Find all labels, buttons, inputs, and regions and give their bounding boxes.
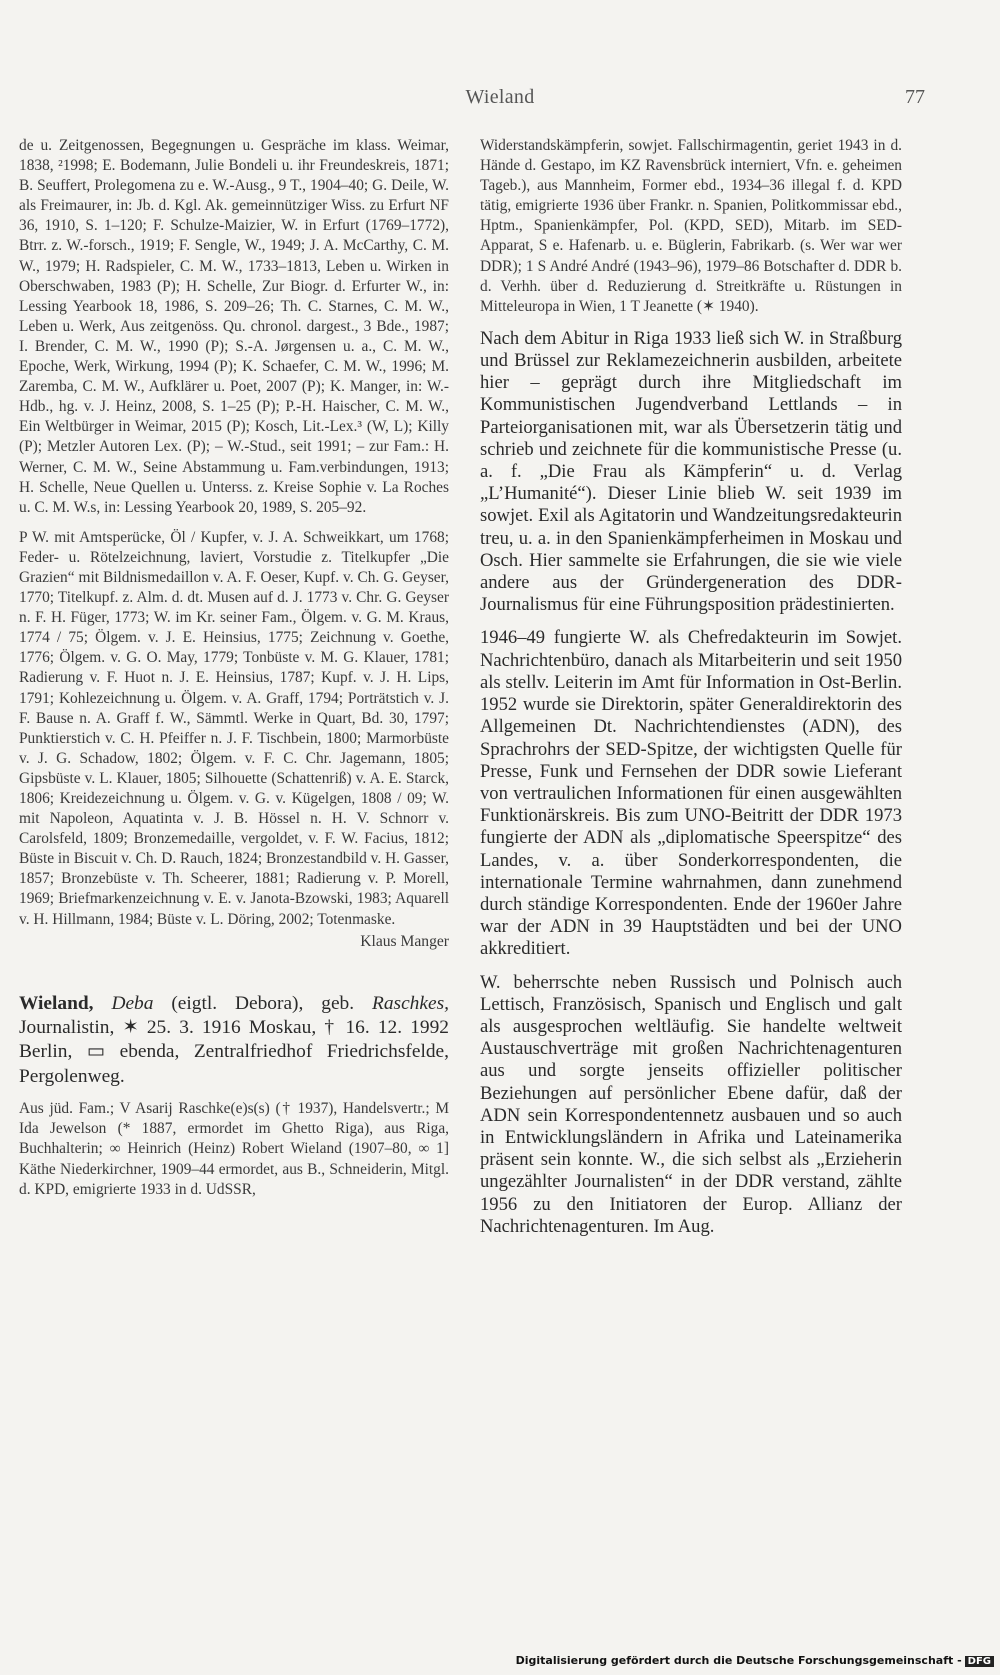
bibliography-text: de u. Zeitgenossen, Begegnungen u. Gespräche im klass. Weimar, 1838, ²1998; E. Bodemann, Julie Bondeli u. ihr Freundeskreis, 1871; B. Seuffert, Prolegomena zu e. W.-Ausg., 9 T., 1904–40; G. Deile, W. als Freimaurer, in: Jb. d. Kgl. Ak. gemeinnütziger Wiss. zu Erfurt NF 36, 1910, S. 1–120; F. Schulze-Maizier, W. in Erfurt (1769–1772), Btrr. z. W.-forsch., 1919; F. Sengle, W., 1949; J. A. McCarthy, C. M. W., 1979; H. Radspieler, C. M. W., 1733–1813, Leben u. Wirken in Oberschwaben, 1983 (P); H. Schelle, Zur Biogr. d. Erfurter W., in: Lessing Yearbook 18, 1986, S. 209–26; Th. C. Starnes, C. M. W., Leben u. Werk, Aus zeitgenöss. Qu. chronol. dargest., 3 Bde., 1987; I. Brender, C. M. W., 1990 (P); S.-A. Jørgensen u. a., C. M. W., Epoche, Werk, Wirkung, 1994 (P); K. Schaefer, C. M. W., 1996; M. Zaremba, C. M. W., Aufklärer u. Poet, 2007 (P); K. Manger, in: W.-Hdb., hg. v. J. Heinz, 2008, S. 1–25 (P); P.-H. Haischer, C. M. W., Ein Weltbürger in Weimar, 2015 (P); Kosch, Lit.-Lex.³ (W, L); Killy (P); Metzler Autoren Lex. (P); – W.-Stud., seit 1991; – zur Fam.: H. Werner, C. M. W., Seine Abstammung u. Fam.verbindungen, 1913; H. Schelle, Neue Quellen u. Unterss. z. Kreise Sophie v. La Roches u. C. M. W.s, in: Lessing Yearbook 20, 1989, S. 205–92. [19, 137, 449, 516]
biography-paragraph-3: W. beherrschte neben Russisch und Polnisch auch Lettisch, Französisch, Spanisch und Englisch und galt als ausgesprochen weltläufig. Sie handelte weltweit Austauschverträge mit großen Nachrichtenagenturen aus und sorgte jenseits offizieller politischer Beziehungen auf persönlicher Ebene dafür, daß der ADN sein Korrespondentennetz ausbauen und so auch in Entwicklungsländern in Afrika und Lateinamerika präsent sein konnte. W., die sich selbst als „Erzieherin ungezählter Journalisten“ in der DDR verstand, zählte 1956 zu den Initiatoren der Europ. Allianz der Nachrichtenagenturen. Im Aug. [480, 971, 902, 1237]
entry-first-name: Deba [111, 992, 154, 1014]
page-number: 77 [905, 86, 925, 108]
entry-details: Journalistin, ✶ 25. 3. 1916 Moskau, † 16. 12. 1992 Berlin, ▭ ebenda, Zentralfriedhof Friedrichsfelde, Pergolenweg. [19, 1017, 449, 1087]
left-column [19, 136, 449, 1200]
biography-paragraph-2: 1946–49 fungierte W. als Chefredakteurin im Sowjet. Nachrichtenbüro, danach als Mitarbeiterin und seit 1950 als stellv. Leiterin im Amt für Information in Ost-Berlin. 1952 wurde sie Direktorin, später Generaldirektorin des Allgemeinen Dt. Nachrichtendienstes (ADN), des Sprachrohrs der SED-Spitze, der wichtigsten Quelle für Presse, Funk und Fernsehen der DDR sowie Lieferant von vertraulichen Informationen für einen ausgewählten Funktionärskreis. Bis zum UNO-Beitritt der DDR 1973 fungierte der ADN als „diplomatische Speerspitze“ des Landes, v. a. über Sonderkorrespondenten, die internationale Termine wahrnahmen, dann zunehmend durch ständige Korrespondenten. Ende der 1960er Jahre war der ADN in 39 Hauptstädten und bei der UNO akkreditiert. [480, 627, 902, 960]
biography-paragraph-1: Nach dem Abitur in Riga 1933 ließ sich W. in Straßburg und Brüssel zur Reklamezeichnerin ausbilden, arbeitete hier – geprägt durch ihre Mitgliedschaft im Kommunistischen Jugendverband Lettlands – in Parteiorganisationen mit, war als Übersetzerin tätig und schrieb und zeichnete für die kommunistische Presse (u. a. f. „Die Frau als Kämpferin“ u. d. Verlag „L’Humanité“). Dieser Linie blieb W. seit 1939 im sowjet. Exil als Agitatorin und Wandzeitungsredakteurin treu, u. a. in den Spanienkämpferheimen in Moskau und Osch. Hier sammelte sie Erfahrungen, die sie wie viele andere aus der Gründergeneration des DDR-Journalismus für eine Führungsposition prädestinierten. [480, 327, 902, 616]
entry-birth-name: Raschkes, [371, 992, 449, 1014]
genealogy-text: Aus jüd. Fam.; V Asarij Raschke(e)s(s) († 1937), Handelsvertr.; M Ida Jewelson (* 1887, ermordet im Ghetto Riga), aus Riga, Buchhalterin; ∞ Heinrich (Heinz) Robert Wieland (1907–80, ∞ 1] Käthe Niederkirchner, 1909–44 ermordet, aus B., Schneiderin, Mitgl. d. KPD, emigrierte 1933 in d. UdSSR, [19, 1100, 449, 1198]
footer-credit: Digitalisierung gefördert durch die Deutsche Forschungsgemeinschaft - [515, 1654, 962, 1667]
entry-note: (eigtl. Debora), geb. [171, 992, 355, 1014]
entry-name: Wieland, [19, 992, 94, 1014]
genealogy-continued: Widerstandskämpferin, sowjet. Fallschirmagentin, geriet 1943 in d. Hände d. Gestapo, im KZ Ravensbrück interniert, Vfn. e. geheimen Tageb.), aus Mannheim, Former ebd., 1934–36 illegal f. d. KPD tätig, emigrierte 1936 über Frankr. n. Spanien, Politkommissar ebd., Hptm., Spanienkämpfer, Pol. (KPD, SED), Mitarb. im SED-Apparat, S e. Hafenarb. u. e. Büglerin, Fabrikarb. (s. Wer war wer DDR); 1 S André André (1943–96), 1979–86 Botschafter d. DDR b. d. Verhh. über d. Reduzierung d. Streitkräfte u. Rüstungen in Mitteleuropa in Wien, 1 T Jeanette (✶ 1940). [480, 137, 902, 315]
entry-heading [19, 992, 449, 1090]
digitization-footer [516, 1654, 994, 1667]
right-column [480, 136, 902, 1238]
portraits-text: P W. mit Amtsperücke, Öl / Kupfer, v. J. A. Schweikkart, um 1768; Feder- u. Rötelzeichnung, laviert, Vorstudie z. Titelkupfer „Die Grazien“ mit Bildnismedaillon v. A. F. Oeser, Kupf. v. Ch. G. Geyser, 1770; Titelkupf. z. Alm. d. dt. Musen auf d. J. 1773 v. Chr. G. Geyser n. F. H. Füger, 1773; W. im Kr. seiner Fam., Ölgem. v. G. M. Kraus, 1774 / 75; Ölgem. v. J. E. Heinsius, 1775; Zeichnung v. Goethe, 1776; Ölgem. v. G. O. May, 1779; Tonbüste v. M. G. Klauer, 1781; Radierung v. F. Huot n. J. E. Heinsius, 1787; Kupf. v. J. H. Lips, 1791; Kohlezeichnung u. Ölgem. v. A. Graff, 1794; Porträtstich v. J. F. Bause n. A. Graff f. W., Sämmtl. Werke in Quart, Bd. 30, 1797; Punktierstich v. C. H. Pfeiffer n. J. F. Tischbein, 1800; Marmorbüste v. J. G. Schadow, 1802; Ölgem. v. F. C. Chr. Jagemann, 1805; Gipsbüste v. L. Klauer, 1805; Silhouette (Schattenriß) v. A. E. Starck, 1806; Kreidezeichnung u. Ölgem. v. G. v. Kügelgen, 1808 / 09; W. mit Napoleon, Aquatinta v. J. B. Hössel n. H. V. Schnorr v. Carolsfeld, 1809; Bronzemedaille, vergoldet, v. F. W. Facius, 1812; Büste in Biscuit v. Ch. D. Rauch, 1824; Bronzestandbild v. H. Gasser, 1857; Bronzebüste v. Th. Scheerer, 1881; Radierung v. P. Morell, 1969; Briefmarkenzeichnung v. E. v. Janota-Bzowski, 1983; Aquarell v. H. Hillmann, 1984; Büste v. L. Döring, 2002; Totenmaske. [19, 528, 449, 928]
author-signature: Klaus Manger [360, 932, 449, 950]
dfg-logo-icon: DFG [965, 1656, 994, 1667]
running-header: Wieland [465, 86, 535, 108]
